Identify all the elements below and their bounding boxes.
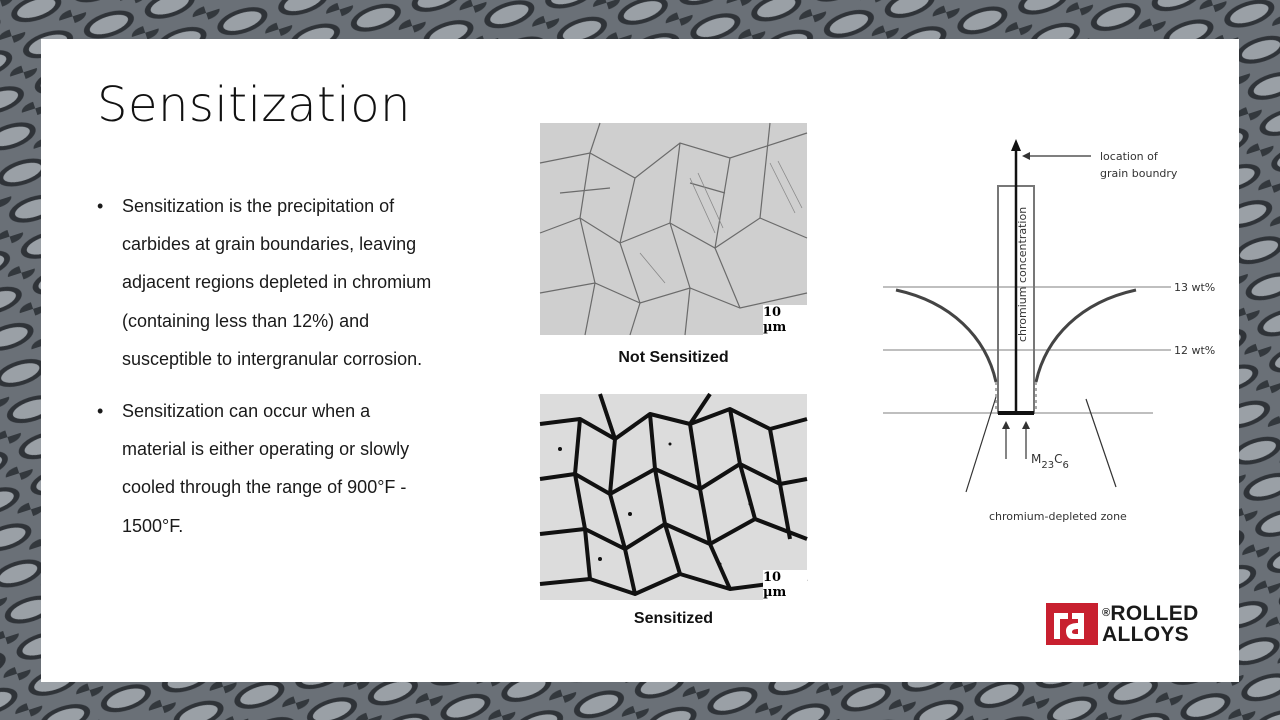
bullet-item (97, 392, 437, 545)
caption-sensitized: Sensitized (633, 610, 714, 627)
slide-card (41, 39, 1239, 682)
logo-line-1: ROLLED (1110, 602, 1199, 625)
bullet-text: Sensitization is the precipitation of carbides at grain boundaries, leaving adjacent regions depleted in chromium (containing less than 12%) and susceptible to intergranular corrosion. (122, 196, 432, 369)
rolled-alloys-logo (1046, 603, 1206, 647)
carbide-arrow-left (1002, 421, 1010, 429)
scale-bar-label: 10 µm (763, 570, 807, 600)
bullet-item (97, 187, 437, 378)
chromium-depletion-diagram (881, 137, 1216, 537)
bullet-dot: • (97, 401, 104, 422)
location-pointer-head (1022, 152, 1030, 160)
zone-pointer-right (1086, 399, 1116, 487)
location-label-1: location of (1100, 150, 1158, 163)
axis-arrowhead (1011, 139, 1021, 151)
caption-not-sensitized: Not Sensitized (618, 349, 729, 366)
level-12-label: 12 wt% (1174, 344, 1216, 357)
carbide-formula: $M_{23}C_6$ (1031, 452, 1069, 471)
zone-pointer-left (966, 397, 996, 492)
slide-title: Sensitization (97, 77, 411, 133)
micrograph-not-sensitized-image (540, 123, 807, 335)
zone-label: chromium-depleted zone (989, 510, 1127, 523)
bullet-list (97, 187, 437, 559)
depletion-curve-right (1036, 290, 1136, 382)
carbide-arrow-right (1022, 421, 1030, 429)
logo-mark-icon (1046, 603, 1098, 645)
logo-registered: ® (1102, 607, 1111, 619)
location-label-2: grain boundry (1100, 167, 1178, 180)
axis-label: chromium concentration (1016, 206, 1029, 342)
scale-bar-label: 10 µm (763, 305, 807, 335)
depletion-curve-left (896, 290, 996, 382)
micrograph-sensitized (540, 394, 807, 600)
bullet-text: Sensitization can occur when a material is either operating or slowly cooled through the range of 900°F - 1500°F. (122, 401, 410, 536)
logo-line-2: ALLOYS (1102, 623, 1189, 646)
micrograph-not-sensitized (540, 123, 807, 335)
bullet-dot: • (97, 196, 104, 216)
logo-wordmark (1102, 603, 1199, 645)
level-13-label: 13 wt% (1174, 281, 1216, 294)
